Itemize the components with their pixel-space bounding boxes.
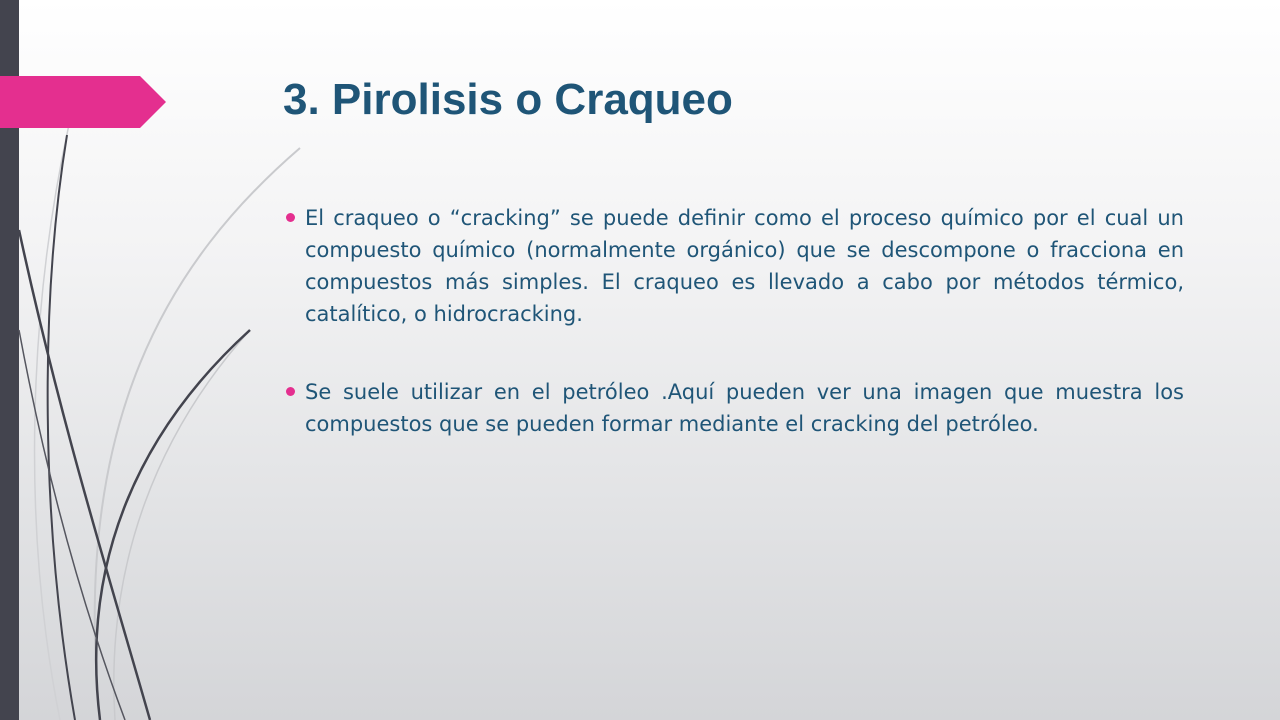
bullet-item bbox=[286, 376, 1184, 440]
bullet-dot-icon bbox=[286, 387, 295, 396]
bullet-dot-icon bbox=[286, 213, 295, 222]
slide-title: 3. Pirolisis o Craqueo bbox=[283, 75, 733, 124]
bullet-text: El craqueo o “cracking” se puede definir como el proceso químico por el cual un compuesto químico (normalmente orgánico) que se descompone o fracciona en compuestos más simples. El craqueo es llevado a cabo por métodos térmico, catalítico, o hidrocracking. bbox=[305, 206, 1184, 326]
bullet-item bbox=[286, 202, 1184, 330]
bullet-text: Se suele utilizar en el petróleo .Aquí pueden ver una imagen que muestra los compuestos que se pueden formar mediante el cracking del petróleo. bbox=[305, 380, 1184, 436]
bullet-list bbox=[286, 202, 1184, 440]
